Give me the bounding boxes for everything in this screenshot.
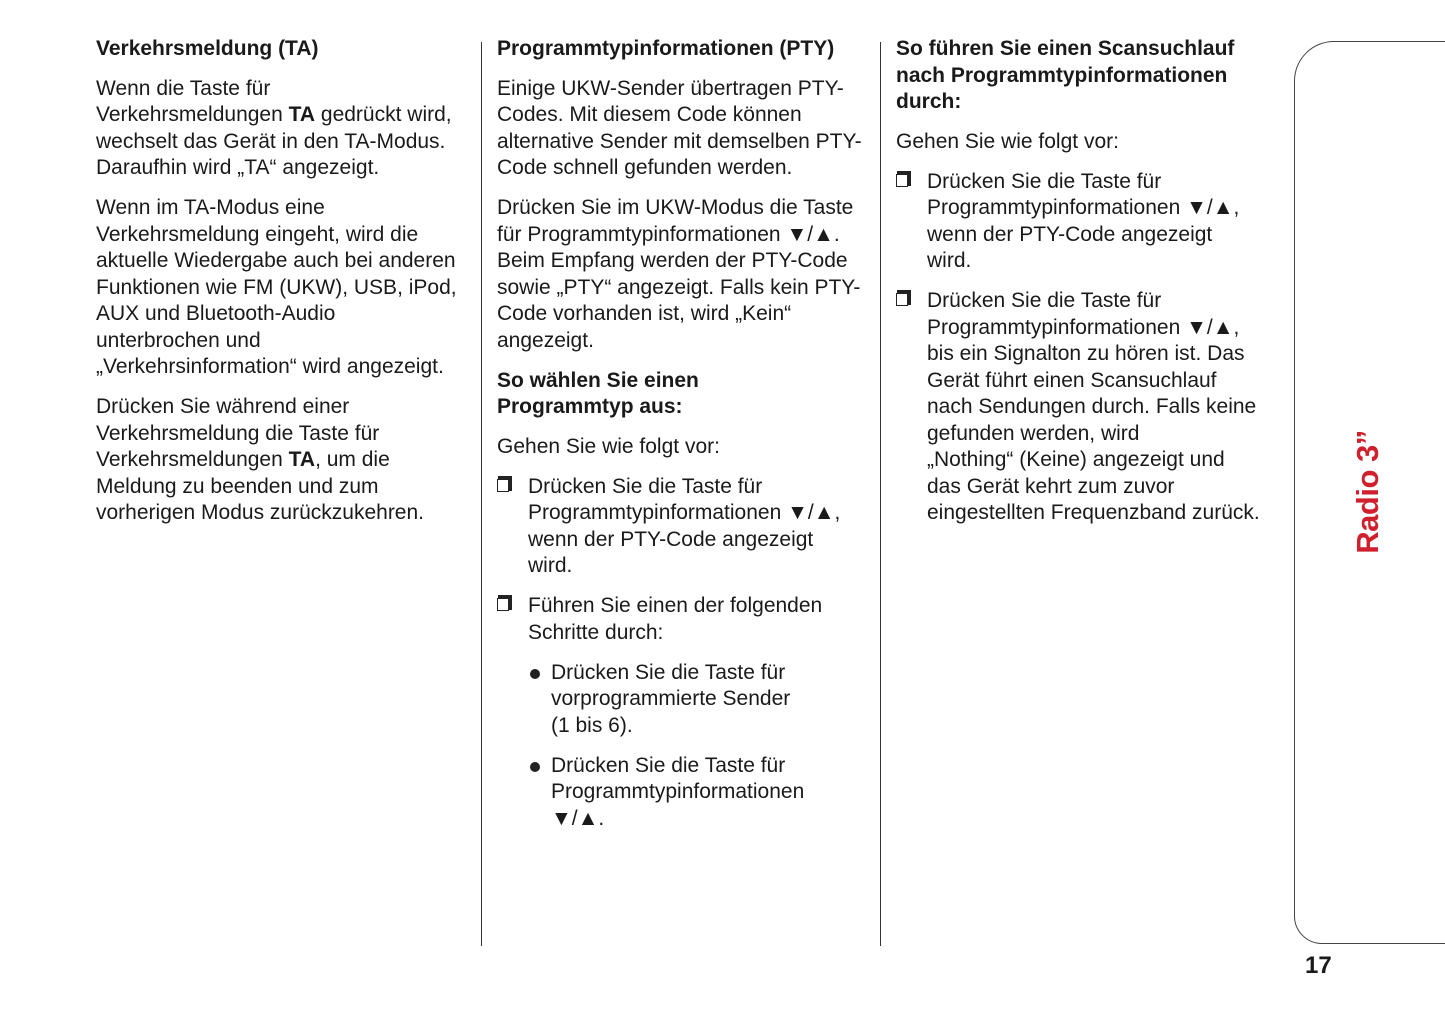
text-line: [497, 368, 872, 395]
text-segment: wenn der PTY-Code angezeigt: [927, 222, 1213, 246]
text-segment: Verkehrsmeldung eingeht, wird die: [96, 222, 419, 246]
text-line: [96, 76, 471, 103]
bold-key-label: TA: [288, 103, 316, 126]
text-segment: Gehen Sie wie folgt vor:: [497, 434, 720, 458]
text-line: [96, 474, 471, 501]
section-heading: [497, 368, 872, 421]
text-segment: So führen Sie einen Scansuchlauf: [896, 37, 1235, 60]
text-line: [927, 394, 1271, 421]
text-segment: Meldung zu beenden und zum: [96, 474, 379, 498]
text-line: [551, 713, 872, 740]
text-line: [497, 36, 872, 63]
paragraph: [497, 76, 872, 182]
paragraph: [96, 394, 471, 527]
text-line: [497, 195, 872, 222]
text-line: [551, 660, 872, 687]
text-line: [551, 779, 872, 806]
text-segment: Verkehrsmeldung die Taste für: [96, 421, 380, 445]
text-line: [497, 76, 872, 103]
text-line: [497, 434, 872, 461]
text-line: [497, 222, 872, 249]
text-segment: Funktionen wie FM (UKW), USB, iPod,: [96, 275, 457, 299]
text-segment: Gerät führt einen Scansuchlauf: [927, 368, 1217, 392]
text-segment: Verkehrsmeldungen: [96, 448, 289, 471]
text-line: [927, 222, 1271, 249]
text-segment: Drücken Sie die Taste für: [528, 474, 763, 498]
text-segment: Programmtypinformationen ▼/▲,: [528, 501, 841, 524]
text-line: [927, 195, 1271, 222]
text-segment: Programmtypinformationen ▼/▲,: [927, 315, 1240, 339]
text-line: [96, 394, 471, 421]
text-segment: gefunden werden, wird: [927, 421, 1140, 445]
text-line: [528, 620, 872, 647]
text-segment: Codes. Mit diesem Code können: [497, 103, 802, 126]
text-line: [927, 500, 1271, 527]
text-line: [96, 354, 471, 381]
section-heading: [896, 36, 1271, 116]
text-line: [896, 36, 1271, 63]
checkbox-icon: [497, 598, 509, 611]
text-segment: bis ein Signalton zu hören ist. Das: [927, 342, 1245, 365]
text-line: [96, 421, 471, 448]
text-segment: , um die: [315, 448, 390, 471]
text-line: [927, 169, 1271, 196]
text-line: [551, 753, 872, 780]
checklist-item: [497, 593, 872, 646]
text-segment: durch:: [896, 90, 962, 113]
paragraph: [497, 195, 872, 354]
text-line: [551, 806, 872, 833]
text-line: [497, 248, 872, 275]
column-divider: [880, 42, 881, 946]
text-segment: nach Programmtypinformationen: [896, 63, 1228, 87]
text-segment: Programmtyp aus:: [497, 395, 683, 418]
text-segment: Einige UKW-Sender übertragen PTY-: [497, 76, 844, 100]
text-line: [96, 195, 471, 222]
column-pty-scan: [896, 36, 1271, 540]
text-segment: Programmtypinformationen ▼/▲,: [927, 196, 1240, 219]
text-segment: gedrückt wird,: [315, 103, 452, 126]
text-segment: Programmtypinformationen: [551, 780, 805, 803]
text-line: [96, 222, 471, 249]
bullet-dot-icon: [530, 762, 540, 772]
column-pty-info: [497, 36, 872, 846]
text-line: [896, 129, 1271, 156]
text-line: [927, 315, 1271, 342]
text-line: [927, 248, 1271, 275]
text-segment: unterbrochen und: [96, 328, 261, 352]
text-line: [927, 288, 1271, 315]
text-segment: vorherigen Modus zurückzukehren.: [96, 501, 425, 524]
text-line: [96, 275, 471, 302]
text-segment: Führen Sie einen der folgenden: [528, 594, 823, 617]
text-segment: wechselt das Gerät in den TA-Modus.: [96, 129, 446, 153]
text-segment: sowie „PTY“ angezeigt. Falls kein PTY-: [497, 275, 861, 299]
text-segment: wird.: [528, 554, 573, 577]
text-segment: Drücken Sie während einer: [96, 395, 350, 418]
text-line: [896, 89, 1271, 116]
text-segment: Daraufhin wird „TA“ angezeigt.: [96, 156, 380, 179]
text-line: [96, 129, 471, 156]
column-divider: [481, 42, 482, 946]
bullet-item: [497, 753, 872, 833]
text-segment: aktuelle Wiedergabe auch bei anderen: [96, 249, 456, 272]
text-line: [927, 474, 1271, 501]
text-segment: „Verkehrsinformation“ wird angezeigt.: [96, 355, 444, 378]
text-segment: Wenn die Taste für: [96, 76, 271, 100]
bullet-item: [497, 660, 872, 740]
checkbox-icon: [896, 174, 908, 187]
text-line: [96, 248, 471, 275]
text-line: [497, 301, 872, 328]
text-segment: eingestellten Frequenzband zurück.: [927, 501, 1260, 524]
text-line: [896, 63, 1271, 90]
paragraph: [96, 76, 471, 182]
text-line: [927, 341, 1271, 368]
text-segment: Verkehrsmeldung (TA): [96, 37, 319, 60]
text-segment: Beim Empfang werden der PTY-Code: [497, 249, 848, 272]
checklist-item: [497, 474, 872, 580]
paragraph: [96, 195, 471, 381]
paragraph: [896, 129, 1271, 156]
text-segment: Code vorhanden ist, wird „Kein“: [497, 302, 792, 325]
text-line: [96, 102, 471, 129]
section-heading: [497, 36, 872, 63]
text-line: [497, 328, 872, 355]
text-segment: alternative Sender mit demselben PTY-: [497, 129, 862, 153]
text-segment: Drücken Sie die Taste für: [551, 753, 786, 777]
text-segment: vorprogrammierte Sender: [551, 687, 791, 710]
text-line: [927, 421, 1271, 448]
text-segment: So wählen Sie einen: [497, 368, 699, 392]
text-segment: Drücken Sie die Taste für: [927, 169, 1162, 193]
text-segment: angezeigt.: [497, 328, 594, 352]
text-segment: Drücken Sie die Taste für: [927, 289, 1162, 312]
text-segment: Drücken Sie die Taste für: [551, 660, 786, 684]
text-line: [927, 368, 1271, 395]
text-line: [497, 102, 872, 129]
text-segment: „Nothing“ (Keine) angezeigt und: [927, 448, 1225, 471]
text-segment: Programmtypinformationen (PTY): [497, 37, 835, 60]
checkbox-icon: [497, 479, 509, 492]
text-line: [96, 447, 471, 474]
bullet-dot-icon: [530, 669, 540, 679]
text-line: [497, 275, 872, 302]
text-line: [96, 155, 471, 182]
text-segment: AUX und Bluetooth-Audio: [96, 302, 336, 325]
text-line: [497, 394, 872, 421]
text-line: [528, 474, 872, 501]
text-line: [96, 500, 471, 527]
checklist-item: [896, 288, 1271, 527]
text-segment: wird.: [927, 249, 972, 272]
text-line: [927, 447, 1271, 474]
chapter-tab-label: Radio 3”: [1350, 430, 1385, 554]
text-segment: (1 bis 6).: [551, 713, 633, 737]
text-segment: nach Sendungen durch. Falls keine: [927, 395, 1257, 418]
text-segment: für Programmtypinformationen ▼/▲.: [497, 222, 840, 246]
paragraph: [497, 434, 872, 461]
text-line: [96, 301, 471, 328]
text-line: [497, 155, 872, 182]
text-line: [96, 36, 471, 63]
text-line: [528, 527, 872, 554]
text-segment: das Gerät kehrt zum zuvor: [927, 474, 1175, 498]
text-line: [528, 593, 872, 620]
text-segment: Gehen Sie wie folgt vor:: [896, 129, 1119, 153]
checkbox-icon: [896, 293, 908, 306]
text-line: [528, 500, 872, 527]
text-segment: ▼/▲.: [551, 806, 605, 830]
text-segment: Verkehrsmeldungen: [96, 103, 289, 126]
page-number: 17: [1305, 952, 1332, 979]
text-line: [528, 553, 872, 580]
text-line: [96, 328, 471, 355]
text-segment: Code schnell gefunden werden.: [497, 156, 793, 179]
text-line: [551, 686, 872, 713]
text-line: [497, 129, 872, 156]
text-segment: Drücken Sie im UKW-Modus die Taste: [497, 196, 854, 219]
column-traffic-announcement: [96, 36, 471, 540]
text-segment: Wenn im TA-Modus eine: [96, 196, 325, 219]
text-segment: wenn der PTY-Code angezeigt: [528, 527, 814, 551]
section-heading: [96, 36, 471, 63]
bold-key-label: TA: [288, 448, 316, 471]
text-segment: Schritte durch:: [528, 620, 664, 644]
checklist-item: [896, 169, 1271, 275]
